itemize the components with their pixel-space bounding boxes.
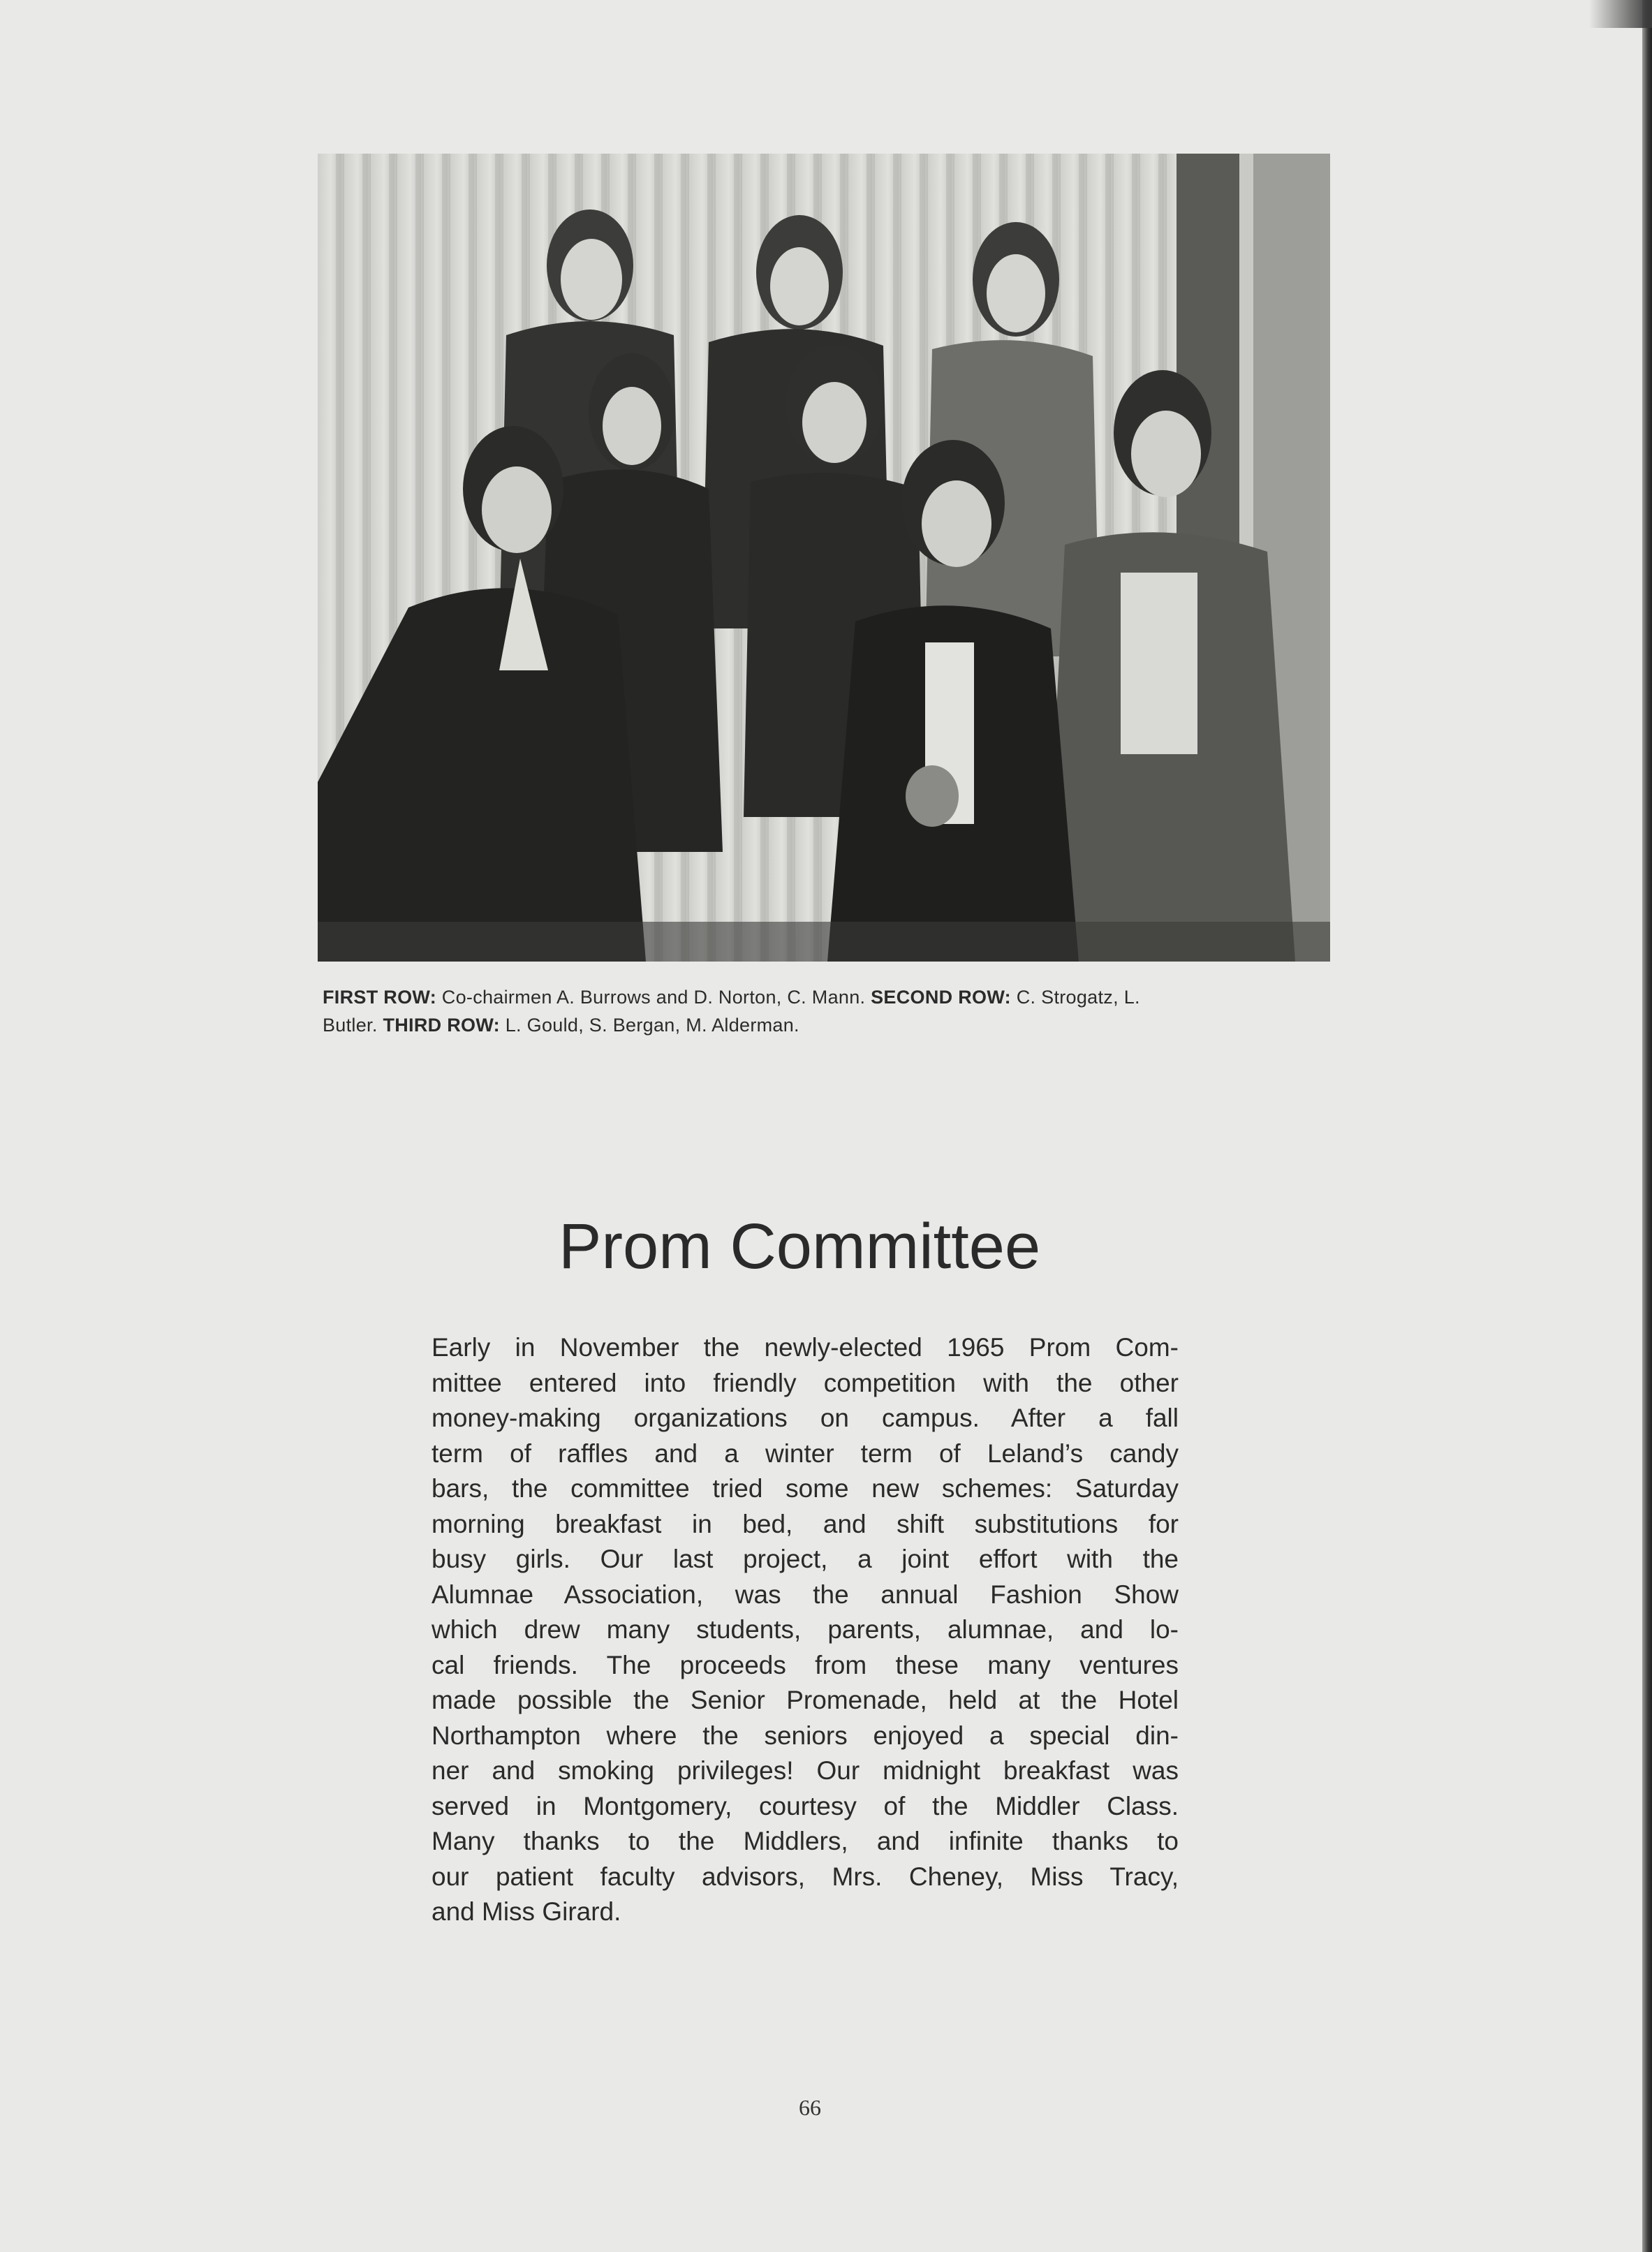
article-line: Early in November the newly-elected 1965 Prom Com- — [432, 1333, 1179, 1362]
article-line: money-making organizations on campus. After a fall — [432, 1404, 1179, 1432]
page-title: Prom Committee — [559, 1211, 1041, 1282]
article-line: term of raffles and a winter term of Leland’s candy — [432, 1438, 1179, 1468]
caption-second-row-names-2: Butler. — [323, 1015, 383, 1036]
group-photo-image — [318, 154, 1330, 962]
group-photo — [318, 154, 1330, 962]
article-line: cal friends. The proceeds from these many ventures — [432, 1650, 1179, 1679]
article-line: ner and smoking privileges! Our midnight breakfast was — [432, 1756, 1179, 1785]
page-corner-shadow — [1589, 0, 1652, 28]
caption-third-row-names: L. Gould, S. Bergan, M. Alderman. — [499, 1015, 799, 1036]
article-line: busy girls. Our last project, a joint effort with the — [432, 1545, 1179, 1573]
article-line: made possible the Senior Promenade, held at the Hotel — [432, 1686, 1179, 1714]
caption-first-row-names: Co-chairmen A. Burrows and D. Norton, C. Mann. — [436, 987, 871, 1008]
article-line: mittee entered into friendly competition with the other — [432, 1368, 1179, 1397]
caption-second-row-names-1: C. Strogatz, L. — [1010, 987, 1140, 1008]
article-line: Many thanks to the Middlers, and infinite thanks to — [432, 1827, 1179, 1855]
article-line: which drew many students, parents, alumnae, and lo- — [432, 1615, 1179, 1644]
page-number: 66 — [799, 2095, 821, 2120]
page-binding-edge — [1642, 0, 1652, 2252]
article-line: morning breakfast in bed, and shift substitutions for — [432, 1509, 1179, 1538]
caption-third-row-label: THIRD ROW: — [383, 1015, 500, 1036]
article-line: served in Montgomery, courtesy of the Middler Class. — [432, 1791, 1179, 1820]
article-line: Alumnae Association, was the annual Fashion Show — [432, 1580, 1179, 1609]
article-line: bars, the committee tried some new schemes: Saturday — [432, 1474, 1179, 1503]
article-line: Northampton where the seniors enjoyed a special din- — [432, 1721, 1179, 1750]
article-line: our patient faculty advisors, Mrs. Cheney, Miss Tracy, — [432, 1862, 1179, 1891]
article-body — [432, 1330, 1179, 1930]
caption-second-row-label: SECOND ROW: — [871, 987, 1011, 1008]
photo-caption — [323, 983, 1335, 1039]
article-line: and Miss Girard. — [432, 1897, 621, 1926]
caption-first-row-label: FIRST ROW: — [323, 987, 436, 1008]
